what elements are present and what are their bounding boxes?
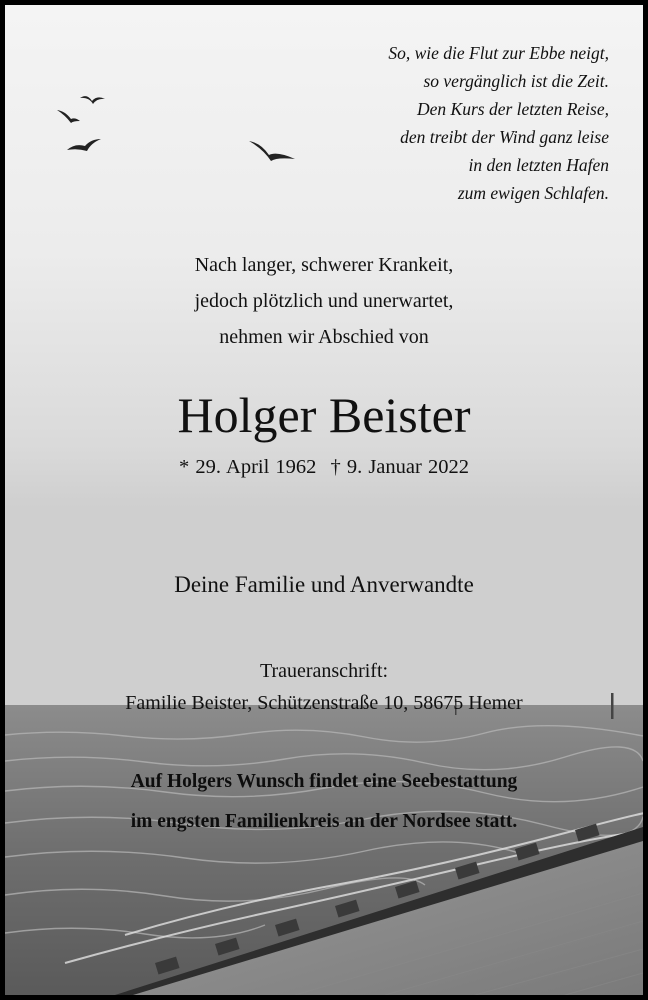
poem-line: so vergänglich ist die Zeit. [423, 71, 609, 91]
address-label: Traueranschrift: [259, 660, 389, 682]
poem-line: Den Kurs der letzten Reise, [417, 99, 609, 119]
intro-line: Nach langer, schwerer Krankeit, [194, 254, 454, 276]
birth-date: * 29. April 1962 [179, 456, 317, 478]
family-signature: Deine Familie und Anverwandte [174, 572, 474, 597]
death-date: † 9. Januar 2022 [330, 456, 469, 478]
wish-line: im engsten Familienkreis an der Nordsee statt. [130, 811, 518, 832]
deceased-name: Holger Beister [177, 387, 471, 443]
wish-line: Auf Holgers Wunsch findet eine Seebestattung [130, 771, 518, 792]
poem-line: zum ewigen Schlafen. [457, 183, 609, 203]
poem-line: in den letzten Hafen [468, 155, 609, 175]
poem-line: So, wie die Flut zur Ebbe neigt, [388, 43, 609, 63]
poem [388, 39, 609, 207]
life-dates [5, 452, 643, 482]
intro-text [5, 247, 643, 355]
intro-line: jedoch plötzlich und unerwartet, [194, 290, 454, 312]
poem-line: den treibt der Wind ganz leise [400, 127, 609, 147]
address-line: Familie Beister, Schützenstraße 10, 58675 Hemer [125, 692, 523, 714]
burial-wish [5, 762, 643, 842]
intro-line: nehmen wir Abschied von [219, 326, 429, 348]
mourning-address [5, 655, 643, 719]
